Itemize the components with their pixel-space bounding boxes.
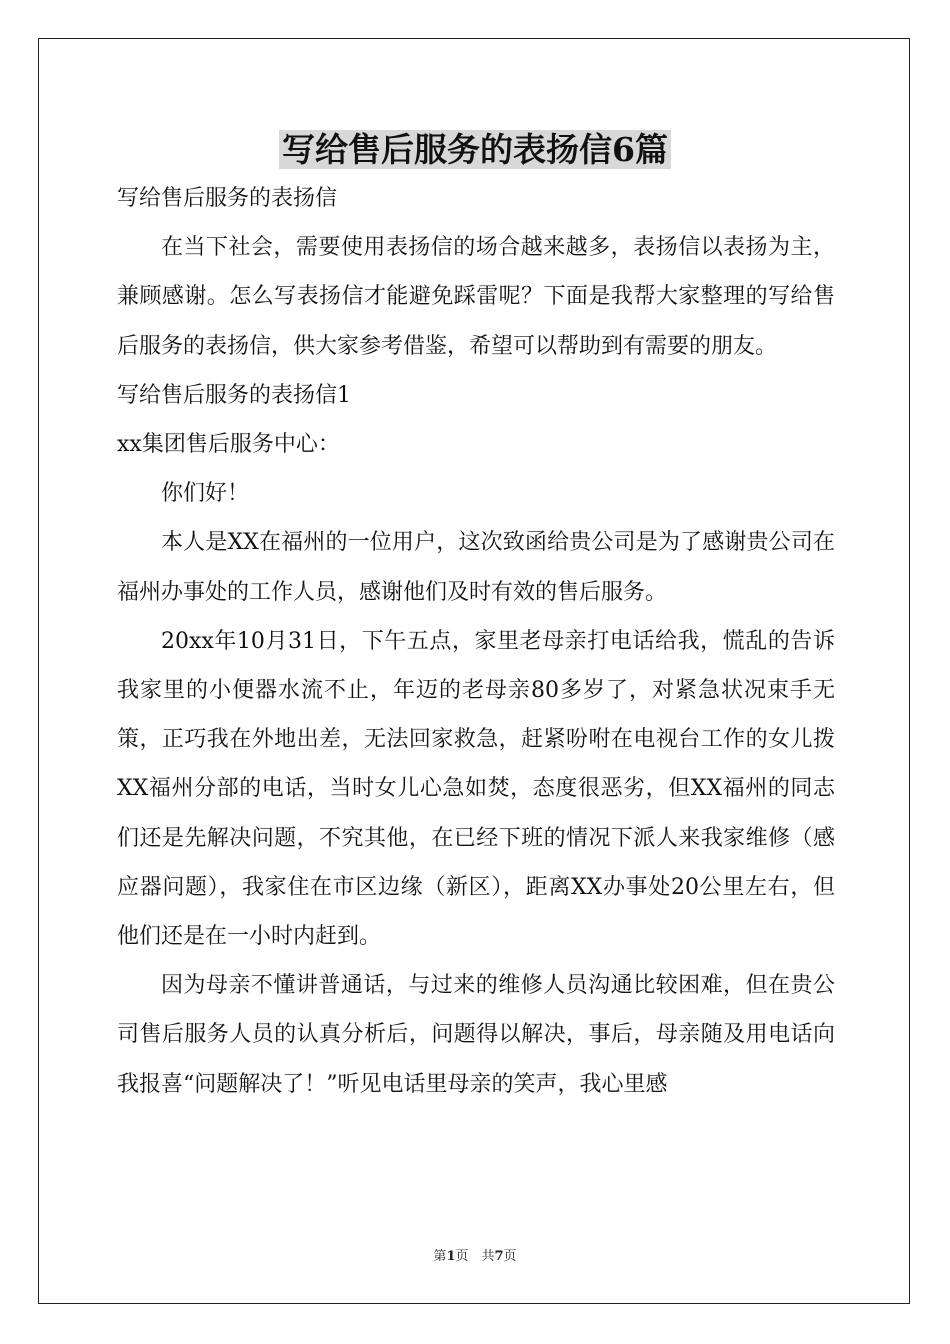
document-body (117, 174, 835, 1109)
current-page-number: 1 (446, 1249, 456, 1264)
document-title (0, 128, 950, 172)
intro-paragraph: 在当下社会，需要使用表扬信的场合越来越多，表扬信以表扬为主，兼顾感谢。怎么写表扬信才能避免踩雷呢？下面是我帮大家整理的写给售后服务的表扬信，供大家参考借鉴，希望可以帮助到有需要的朋友。 (117, 235, 835, 359)
page-label-middle: 页 共 (455, 1249, 495, 1264)
letter-paragraph: 本人是XX在福州的一位用户，这次致函给贵公司是为了感谢贵公司在福州办事处的工作人员，感谢他们及时有效的售后服务。 (117, 530, 835, 605)
document-title-text: 写给售后服务的表扬信6篇 (279, 130, 671, 169)
letter-recipient: xx集团售后服务中心： (117, 432, 340, 458)
page-label-prefix: 第 (433, 1249, 447, 1264)
section-heading: 写给售后服务的表扬信 (117, 186, 338, 211)
letter-paragraph: 因为母亲不懂讲普通话，与过来的维修人员沟通比较困难，但在贵公司售后服务人员的认真分析后，问题得以解决，事后，母亲随及用电话向我报喜“问题解决了！”听见电话里母亲的笑声，我心里感 (117, 973, 835, 1097)
letter-paragraph: 20xx年10月31日，下午五点，家里老母亲打电话给我，慌乱的告诉我家里的小便器水流不止，年迈的老母亲80多岁了，对紧急状况束手无策，正巧我在外地出差，无法回家救急，赶紧吩咐在电视台工作的女儿拨XX福州分部的电话，当时女儿心急如焚，态度很恶劣，但XX福州的同志们还是先解决问题，不究其他，在已经下班的情况下派人来我家维修（感应器问题），我家住在市区边缘（新区），距离XX办事处20公里左右，但他们还是在一小时内赶到。 (117, 628, 835, 950)
letter-greeting: 你们好！ (161, 481, 250, 507)
page-footer (0, 1248, 950, 1266)
section-heading-letter-1: 写给售后服务的表扬信1 (117, 382, 351, 408)
page-label-suffix: 页 (503, 1249, 517, 1264)
total-page-number: 7 (494, 1249, 504, 1264)
